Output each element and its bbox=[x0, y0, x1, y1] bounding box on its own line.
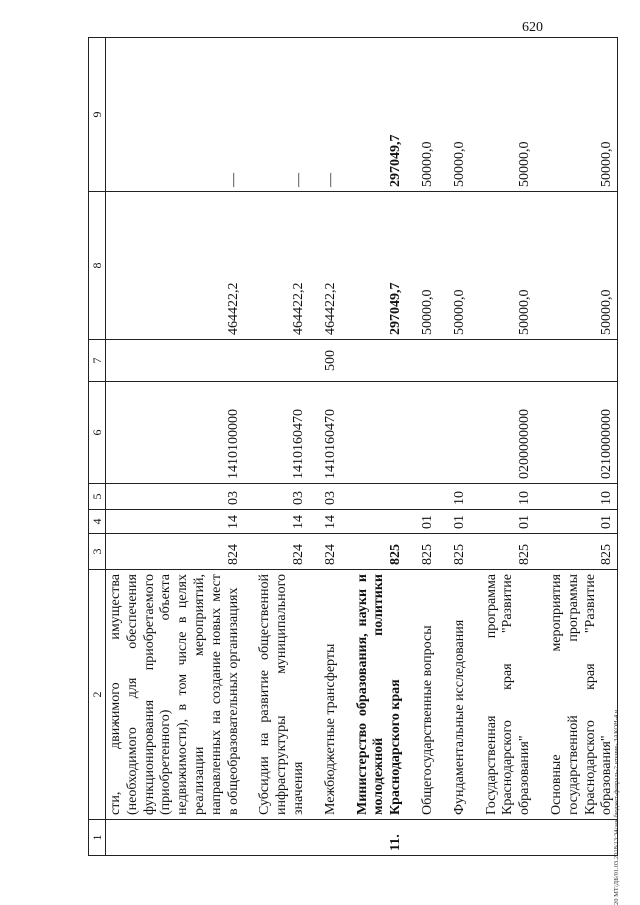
column-header: 3 bbox=[89, 534, 106, 570]
column-header: 7 bbox=[89, 340, 106, 382]
column-header: 6 bbox=[89, 382, 106, 484]
amount-col9: — bbox=[106, 38, 244, 192]
subsection-code: 10 bbox=[470, 484, 535, 510]
section-code: 14 bbox=[309, 510, 341, 534]
section-code: 01 bbox=[535, 510, 618, 534]
amount-col8: 50000,0 bbox=[406, 192, 438, 340]
column-header: 9 bbox=[89, 38, 106, 192]
subsection-code: 03 bbox=[106, 484, 244, 510]
row-description: Фундаментальные исследования bbox=[438, 570, 470, 820]
ministry-code: 824 bbox=[243, 534, 308, 570]
table-row bbox=[438, 38, 470, 856]
amount-col9: 50000,0 bbox=[535, 38, 618, 192]
target-article-code bbox=[406, 382, 438, 484]
section-code: 01 bbox=[406, 510, 438, 534]
table-row bbox=[406, 38, 438, 856]
row-number bbox=[470, 820, 535, 856]
budget-table bbox=[88, 37, 618, 856]
table-row bbox=[470, 38, 535, 856]
expense-type-code bbox=[438, 340, 470, 382]
amount-col9: — bbox=[243, 38, 308, 192]
table-row bbox=[341, 38, 406, 856]
page-number: 620 bbox=[522, 20, 543, 35]
subsection-code: 03 bbox=[309, 484, 341, 510]
expense-type-code bbox=[406, 340, 438, 382]
row-number bbox=[309, 820, 341, 856]
amount-col8: 297049,7 bbox=[341, 192, 406, 340]
subsection-code: 10 bbox=[535, 484, 618, 510]
column-header: 4 bbox=[89, 510, 106, 534]
row-description: Государственная программа Краснодарского края "Развитие образования" bbox=[470, 570, 535, 820]
target-article-code bbox=[438, 382, 470, 484]
row-number bbox=[438, 820, 470, 856]
expense-type-code bbox=[106, 340, 244, 382]
rotated-table-container bbox=[88, 38, 615, 856]
expense-type-code bbox=[243, 340, 308, 382]
expense-type-code bbox=[535, 340, 618, 382]
ministry-code: 825 bbox=[470, 534, 535, 570]
expense-type-code bbox=[341, 340, 406, 382]
amount-col8: 464422,2 bbox=[243, 192, 308, 340]
table-body bbox=[89, 38, 618, 856]
amount-col9: 50000,0 bbox=[406, 38, 438, 192]
table-row bbox=[309, 38, 341, 856]
row-number bbox=[535, 820, 618, 856]
row-number: 11. bbox=[341, 820, 406, 856]
amount-col9: — bbox=[309, 38, 341, 192]
ministry-code: 825 bbox=[341, 534, 406, 570]
footer-document-code: 20 МТ/ДБ/01.03.2018/13:34/зак бюджет-февраль-2 чтение- ЗАКОН-4 ч. bbox=[613, 708, 620, 905]
row-description: Основные мероприятия государственной программы Краснодарского края "Развитие образования" bbox=[535, 570, 618, 820]
target-article-code: 1410160470 bbox=[243, 382, 308, 484]
amount-col8: 50000,0 bbox=[535, 192, 618, 340]
ministry-code: 824 bbox=[106, 534, 244, 570]
ministry-code: 825 bbox=[535, 534, 618, 570]
target-article-code: 0210000000 bbox=[535, 382, 618, 484]
row-description: Общегосударственные вопросы bbox=[406, 570, 438, 820]
ministry-code: 825 bbox=[438, 534, 470, 570]
target-article-code: 1410100000 bbox=[106, 382, 244, 484]
target-article-code bbox=[341, 382, 406, 484]
table-row bbox=[243, 38, 308, 856]
amount-col8: 464422,2 bbox=[309, 192, 341, 340]
amount-col8: 50000,0 bbox=[470, 192, 535, 340]
row-description: Субсидии на развитие общественной инфраструктуры муниципального значения bbox=[243, 570, 308, 820]
section-code: 01 bbox=[438, 510, 470, 534]
row-description: сти, движимого имущества (необходимого для обеспечения функционирования приобретаемого (приобретенного) объекта недвижимости), в том числе в целях реализации мероприятий, направленных на создание новых мест в общеобразовательных организациях bbox=[106, 570, 244, 820]
amount-col8: 50000,0 bbox=[438, 192, 470, 340]
target-article-code: 1410160470 bbox=[309, 382, 341, 484]
row-description: Министерство образования, науки и молодежной политики Краснодарского края bbox=[341, 570, 406, 820]
column-header: 8 bbox=[89, 192, 106, 340]
column-header: 5 bbox=[89, 484, 106, 510]
row-description: Межбюджетные трансферты bbox=[309, 570, 341, 820]
table-row bbox=[535, 38, 618, 856]
row-number bbox=[243, 820, 308, 856]
expense-type-code: 500 bbox=[309, 340, 341, 382]
subsection-code bbox=[341, 484, 406, 510]
amount-col8: 464422,2 bbox=[106, 192, 244, 340]
ministry-code: 825 bbox=[406, 534, 438, 570]
section-code: 14 bbox=[243, 510, 308, 534]
row-number bbox=[406, 820, 438, 856]
header-row bbox=[89, 38, 106, 856]
table-row bbox=[106, 38, 244, 856]
row-number bbox=[106, 820, 244, 856]
amount-col9: 297049,7 bbox=[341, 38, 406, 192]
subsection-code bbox=[406, 484, 438, 510]
section-code: 14 bbox=[106, 510, 244, 534]
column-header: 1 bbox=[89, 820, 106, 856]
expense-type-code bbox=[470, 340, 535, 382]
amount-col9: 50000,0 bbox=[438, 38, 470, 192]
target-article-code: 0200000000 bbox=[470, 382, 535, 484]
subsection-code: 10 bbox=[438, 484, 470, 510]
section-code bbox=[341, 510, 406, 534]
subsection-code: 03 bbox=[243, 484, 308, 510]
ministry-code: 824 bbox=[309, 534, 341, 570]
amount-col9: 50000,0 bbox=[470, 38, 535, 192]
section-code: 01 bbox=[470, 510, 535, 534]
column-header: 2 bbox=[89, 570, 106, 820]
